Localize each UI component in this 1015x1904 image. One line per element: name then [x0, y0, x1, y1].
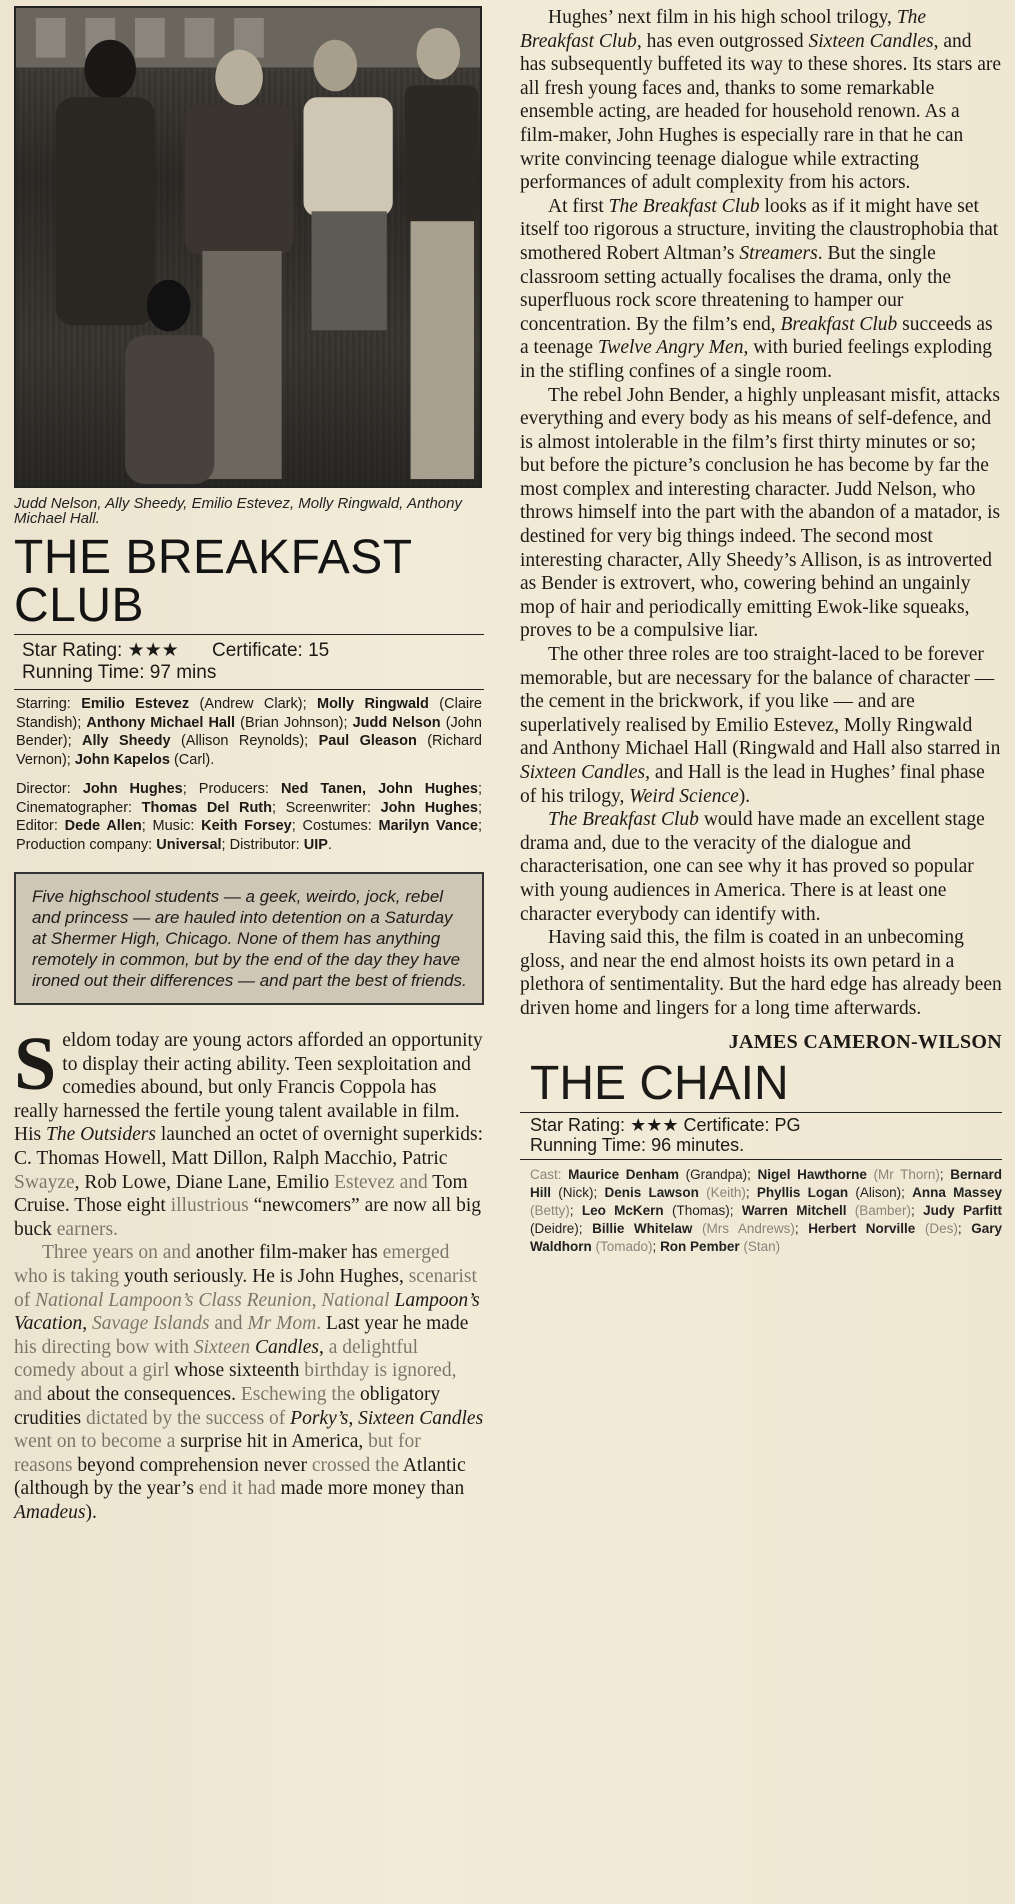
cast-photo-figures: [16, 8, 480, 486]
synopsis-box: Five highschool students — a geek, weirdo, jock, rebel and princess — are hauled into detention on a Saturday at Shermer High, Chicago. None of them has anything remotely in common, but by the end of the day they have ironed out their differences — and part the best of friends.: [14, 872, 484, 1005]
second-certificate-value: PG: [774, 1114, 801, 1135]
rating-row: [14, 635, 484, 663]
film-title-line1: THE BREAKFAST: [14, 531, 413, 584]
running-time-row: [14, 663, 484, 685]
running-time-value: 97 mins: [149, 662, 217, 683]
article-body-right: Hughes’ next film in his high school trilogy, The Breakfast Club, has even outgrossed Sixteen Candles, and has subsequently buffeted its way to these shores. Its stars are all fresh young faces and, thanks to some remarkable ensemble acting, are headed for household renown. As a film-maker, John Hughes is especially rare in that he can write convincing teenage dialogue while extracting performances of adult complexity from his actors. At first The Breakfast Club looks as if it might have set itself too rigorous a structure, inviting the claustrophobia that smothered Robert Altman’s Streamers. But the single classroom setting actually focalises the drama, only the superfluous rock score threatening to hamper our concentration. By the film’s end, Breakfast Club succeeds as a teenage Twelve Angry Men, with buried feelings exploding in the stifling confines of a single room. The rebel John Bender, a highly unpleasant misfit, attacks everything and every body as his means of self-defence, and is almost intolerable in the film’s first thirty minutes or so; but before the picture’s conclusion he has become by far the most complex and interesting character. Judd Nelson, who throws himself into the part with the abandon of a matador, is destined for very big things indeed. The second most interesting character, Ally Sheedy’s Allison, is as introverted as Bender is extrovert, who, cowering behind an ungainly mop of hair and periodically emitting Ewok-like squeaks, proves to be a compulsive liar. The other three roles are too straight-laced to be forever memorable, but are necessary for the balance of character — the cement in the brickwork, if you like — and are superlatively realised by Emilio Estevez, Molly Ringwald and Anthony Michael Hall (Ringwald and Hall also starred in Sixteen Candles, and Hall is the lead in Hughes’ final phase of his trilogy, Weird Science). The Breakfast Club would have made an excellent stage drama and, due to the veracity of the dialogue and characterisation, one can see why it has proved so popular with young audiences in America. There is at least one character everybody can identify with. Having said this, the film is coated in an unbecoming gloss, and near the end almost hoists its own petard in a plethora of sentimentality. But the hard edge has already been driven home and lingers for a long time afterwards.: [520, 7, 1002, 1019]
byline: JAMES CAMERON-WILSON: [728, 1030, 1002, 1053]
second-film-title: THE CHAIN: [530, 1056, 789, 1110]
second-running-label: Running Time:: [530, 1134, 647, 1155]
drop-cap: S: [14, 1022, 57, 1106]
cast-credits: Starring: Emilio Estevez (Andrew Clark); Molly Ringwald (Claire Standish); Anthony Michael Hall (Brian Johnson); Judd Nelson (John Bender); Ally Sheedy (Allison Reynolds); Paul Gleason (Richard Vernon); John Kapelos (Carl).: [16, 696, 483, 768]
second-running-value: 96 minutes.: [651, 1134, 745, 1155]
film-title: [14, 531, 484, 632]
second-certificate-label: Certificate:: [683, 1114, 770, 1135]
film-title-line2: CLUB: [14, 579, 145, 632]
star-rating-label: Star Rating:: [22, 640, 123, 661]
cast-photo: [14, 6, 482, 488]
second-cast-credits: Cast: Maurice Denham (Grandpa); Nigel Hawthorne (Mr Thorn); Bernard Hill (Nick); Denis Lawson (Keith); Phyllis Logan (Alison); Anna Massey (Betty); Leo McKern (Thomas); Warren Mitchell (Bamber); Judy Parfitt (Deidre); Billie Whitelaw (Mrs Andrews); Herbert Norville (Des); Gary Waldhorn (Tomado); Ron Pember (Stan): [530, 1166, 1002, 1254]
second-star-rating: ★★★: [630, 1114, 679, 1135]
crew-credits: Director: John Hughes; Producers: Ned Tanen, John Hughes; Cinematographer: Thomas Del Ruth; Screenwriter: John Hughes; Editor: Dede Allen; Music: Keith Forsey; Costumes: Marilyn Vance; Production company: Universal; Distributor: UIP.: [16, 781, 483, 853]
certificate-label: Certificate:: [212, 640, 303, 661]
right-column: [520, 6, 1002, 1256]
second-rating-row: [520, 1113, 1002, 1135]
running-time-label: Running Time:: [22, 662, 145, 683]
left-column: [14, 6, 484, 1524]
star-rating: ★★★: [127, 640, 179, 661]
second-running-row: [520, 1135, 1002, 1155]
article-body-left: Seldom today are young actors afforded an opportunity to display their acting ability. Teen sexploitation and comedies abound, but only Francis Coppola has really harnessed the fertile young talent available in film. His The Outsiders launched an octet of overnight superkids: C. Thomas Howell, Matt Dillon, Ralph Macchio, Patric Swayze, Rob Lowe, Diane Lane, Emilio Estevez and Tom Cruise. Those eight illustrious “newcomers” are now all big buck earners. Three years on and another film-maker has emerged who is taking youth seriously. He is John Hughes, scenarist of National Lampoon’s Class Reunion, National Lampoon’s Vacation, Savage Islands and Mr Mom. Last year he made his directing bow with Sixteen Candles, a delightful comedy about a girl whose sixteenth birthday is ignored, and about the consequences. Eschewing the obligatory crudities dictated by the success of Porky’s, Sixteen Candles went on to become a surprise hit in America, but for reasons beyond comprehension never crossed the Atlantic (although by the year’s end it had made more money than Amadeus).: [14, 1022, 484, 1523]
second-star-label: Star Rating:: [530, 1114, 626, 1135]
certificate-value: 15: [308, 640, 330, 661]
photo-caption: Judd Nelson, Ally Sheedy, Emilio Estevez, Molly Ringwald, Anthony Michael Hall.: [14, 495, 462, 527]
